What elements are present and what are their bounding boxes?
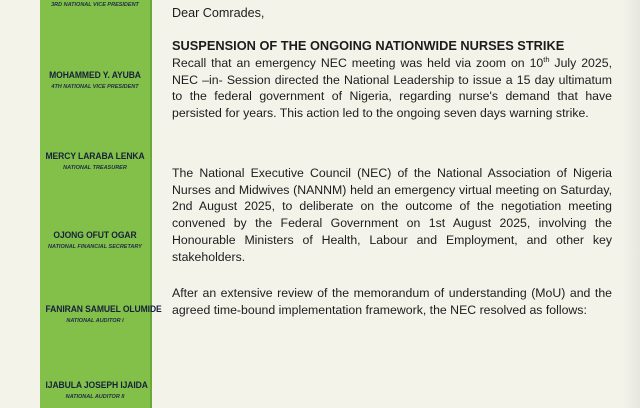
officer-role: NATIONAL FINANCIAL SECRETARY <box>48 244 142 250</box>
officer-entry <box>40 2 150 8</box>
officer-name: OJONG OFUT OGAR <box>53 230 137 241</box>
officer-role: NATIONAL TREASURER <box>63 165 127 171</box>
ordinal-suffix: th <box>543 54 550 64</box>
officer-role: NATIONAL AUDITOR II <box>65 394 125 400</box>
officer-entry <box>40 151 150 171</box>
officer-name: FANIRAN SAMUEL OLUMIDE <box>45 304 162 315</box>
officer-entry <box>40 304 162 324</box>
paragraph-text: July 2025, NEC –in- Session directed the National Leadership to issue a 15 day ultimatum to the federal government of Nigeria, regarding nurse's demand that have persisted for years. This action led to the ongoing seven days warning strike. <box>172 56 612 121</box>
page-shadow <box>622 0 640 408</box>
paragraph-recall <box>172 55 612 122</box>
officer-role: 3RD NATIONAL VICE PRESIDENT <box>51 2 139 8</box>
paragraph-text: Recall that an emergency NEC meeting was held via zoom on 10 <box>172 56 544 70</box>
officer-role: NATIONAL AUDITOR I <box>66 318 124 324</box>
salutation: Dear Comrades, <box>172 6 265 20</box>
officer-entry <box>40 70 150 90</box>
paragraph-resolution: After an extensive review of the memorandum of understanding (MoU) and the agreed time-bound implementation framework, the NEC resolved as follows: <box>172 286 612 317</box>
letter-heading: SUSPENSION OF THE ONGOING NATIONWIDE NURSES STRIKE <box>172 38 565 53</box>
officer-entry <box>40 380 150 400</box>
officers-sidebar <box>40 0 162 408</box>
officer-name: IJABULA JOSEPH IJAIDA <box>45 380 148 391</box>
officer-role: 4TH NATIONAL VICE PRESIDENT <box>51 84 139 90</box>
officer-entry <box>40 230 150 250</box>
paragraph-nec-meeting: The National Executive Council (NEC) of the National Association of Nigeria Nurses and Midwives (NANNM) held an emergency virtual meeting on Saturday, 2nd August 2025, to deliberate on the outcome of the negotiation meeting convened by the Federal Government on 1st August 2025, involving the Honourable Ministers of Health, Labour and Employment, and other key stakeholders. <box>172 166 612 264</box>
officer-name: MERCY LARABA LENKA <box>45 151 145 162</box>
officer-name: MOHAMMED Y. AYUBA <box>49 70 141 81</box>
